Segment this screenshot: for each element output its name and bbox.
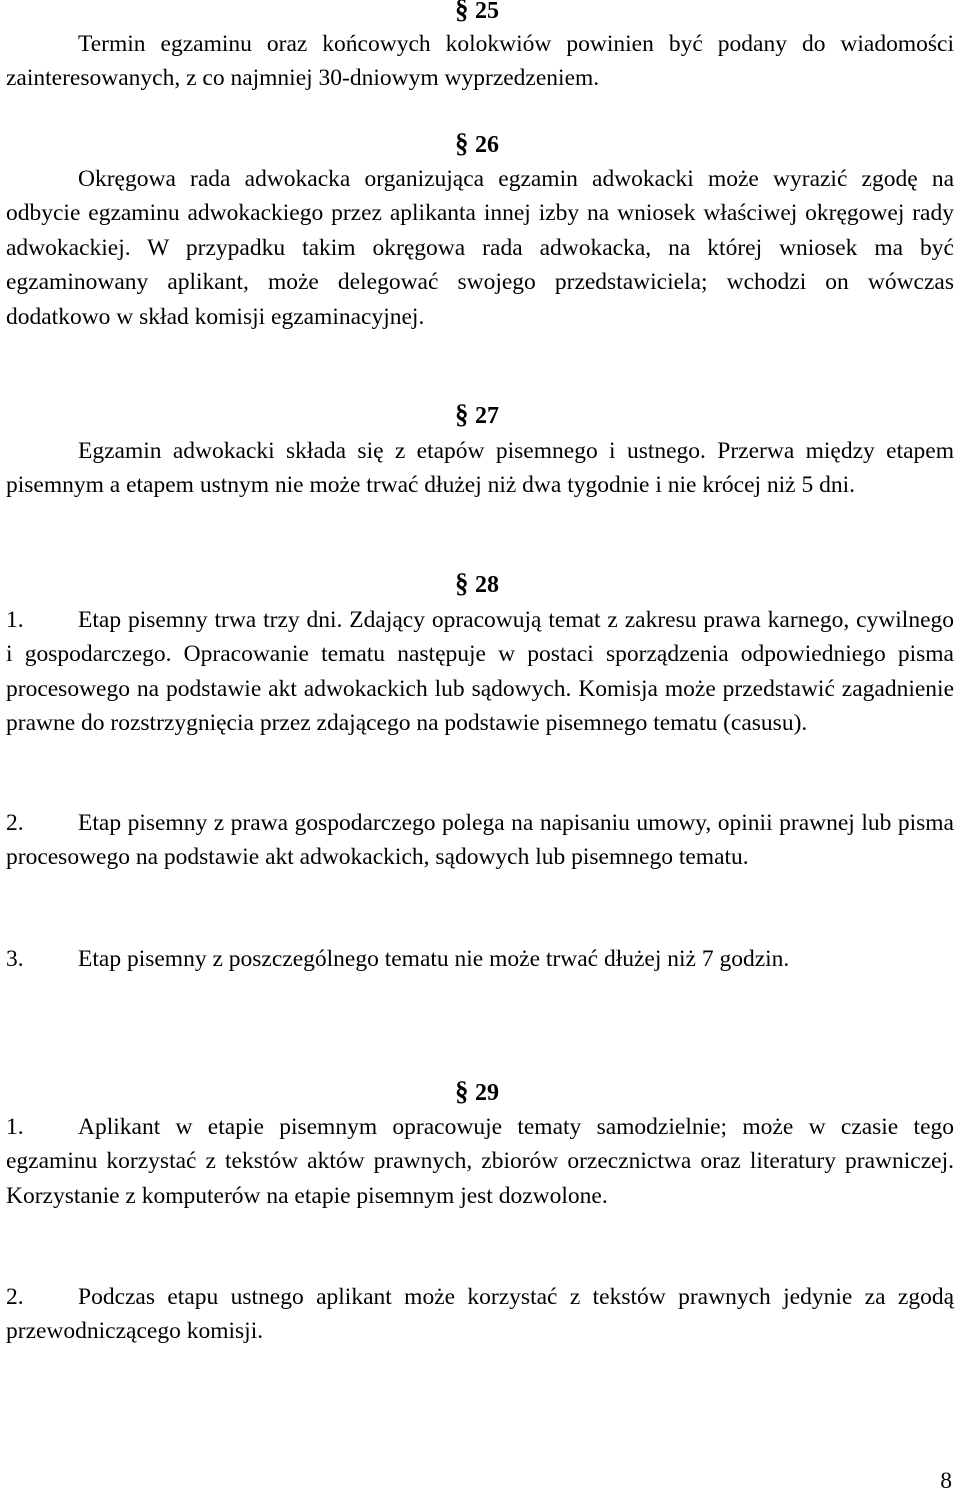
section-sign: § bbox=[455, 568, 469, 598]
item-text: Etap pisemny z poszczególnego tematu nie może trwać dłużej niż 7 godzin. bbox=[78, 946, 790, 972]
section-sign: § bbox=[455, 1076, 469, 1106]
section-number: 27 bbox=[475, 403, 499, 429]
section-sign: § bbox=[455, 0, 469, 24]
section-29-item-2 bbox=[6, 1280, 954, 1349]
section-sign: § bbox=[455, 399, 469, 429]
item-text: Aplikant w etapie pisemnym opracowuje tematy samodzielnie; może w czasie tego egzaminu korzystać z tekstów aktów prawnych, zbiorów orzecznictwa oraz literatury prawniczej. Korzystanie z komputerów na etapie pisemnym jest dozwolone. bbox=[6, 1114, 954, 1209]
section-number: 29 bbox=[475, 1080, 499, 1106]
section-28-item-2 bbox=[6, 806, 954, 875]
item-number: 2. bbox=[6, 810, 24, 836]
section-27-paragraph: Egzamin adwokacki składa się z etapów pisemnego i ustnego. Przerwa między etapem pisemnym a etapem ustnym nie może trwać dłużej niż dwa tygodnie i nie krócej niż 5 dni. bbox=[6, 438, 954, 499]
item-number: 1. bbox=[6, 607, 24, 633]
section-28-item-3 bbox=[6, 942, 954, 976]
section-28-item-1 bbox=[6, 603, 954, 741]
section-sign: § bbox=[455, 128, 469, 158]
section-number: 25 bbox=[475, 0, 499, 24]
section-25-paragraph: Termin egzaminu oraz końcowych kolokwiów powinien być podany do wiadomości zainteresowanych, z co najmniej 30-dniowym wyprzedzeniem. bbox=[6, 31, 954, 92]
section-number: 26 bbox=[475, 132, 499, 158]
item-number: 1. bbox=[6, 1114, 24, 1140]
section-26-paragraph: Okręgowa rada adwokacka organizująca egzamin adwokacki może wyrazić zgodę na odbycie egzaminu adwokackiego przez aplikanta innej izby na wniosek właściwej okręgowej rady adwokackiej. W przypadku takim okręgowa rada adwokacka, na której wniosek ma być egzaminowany aplikant, może delegować swojego przedstawiciela; wchodzi on wówczas dodatkowo w skład komisji egzaminacyjnej. bbox=[6, 166, 954, 330]
section-heading-27 bbox=[0, 399, 960, 433]
page-number: 8 bbox=[940, 1468, 952, 1494]
section-heading-29 bbox=[0, 1076, 960, 1110]
item-text: Etap pisemny trwa trzy dni. Zdający opracowują temat z zakresu prawa karnego, cywilnego i gospodarczego. Opracowanie tematu następuje w postaci sporządzenia odpowiedniego pisma procesowego na podstawie akt adwokackich lub sądowych. Komisja może przedstawić zagadnienie prawne do rozstrzygnięcia przez zdającego na podstawie pisemnego tematu (casusu). bbox=[6, 607, 954, 737]
item-text: Etap pisemny z prawa gospodarczego polega na napisaniu umowy, opinii prawnej lub pisma procesowego na podstawie akt adwokackich, sądowych lub pisemnego tematu. bbox=[6, 810, 954, 871]
item-number: 3. bbox=[6, 946, 24, 972]
section-heading-25 bbox=[0, 0, 960, 28]
section-number: 28 bbox=[475, 572, 499, 598]
section-29-item-1 bbox=[6, 1110, 954, 1213]
item-text: Podczas etapu ustnego aplikant może korzystać z tekstów prawnych jedynie za zgodą przewodniczącego komisji. bbox=[6, 1284, 954, 1345]
section-heading-28 bbox=[0, 568, 960, 602]
item-number: 2. bbox=[6, 1284, 24, 1310]
section-heading-26 bbox=[0, 128, 960, 162]
